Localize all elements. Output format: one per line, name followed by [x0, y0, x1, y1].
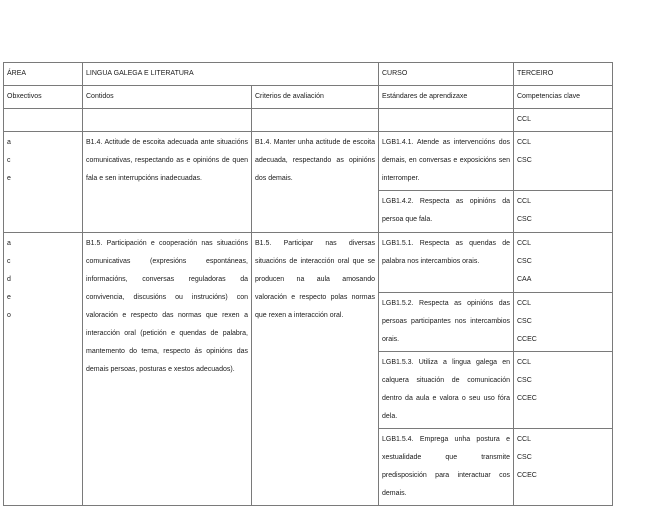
competencia-item: CSC: [517, 377, 532, 384]
competencia-item: CCL: [517, 240, 532, 247]
col-obxectivos: Obxectivos: [4, 86, 83, 109]
col-contidos: Contidos: [83, 86, 252, 109]
competencia-item: CCL: [517, 436, 532, 443]
block1-criterio: B1.4. Manter unha actitude de escoita adecuada, respectando as opinións dos demais.: [252, 132, 379, 233]
block1-row-1: [4, 132, 613, 191]
competencia-item: CSC: [517, 454, 532, 461]
competencia-item: CCL: [517, 300, 532, 307]
curso-label: CURSO: [379, 63, 514, 86]
curriculum-table: [3, 62, 613, 506]
block1-obxectivos: [4, 132, 83, 233]
block2-contido: B1.5. Participación e cooperación nas situacións comunicativas (expresións espontáneas, informacións, conversas reguladoras da convivencia, discusións ou instrucións) con valoración e respecto das normas que rexen a interacción oral (petición e quendas de palabra, mantemento do tema, respecto ás opinións das demais persoas, posturas e xestos adecuados).: [83, 233, 252, 506]
col-estandares: Estándares de aprendizaxe: [379, 86, 514, 109]
competencias-cell: [514, 293, 613, 352]
obxectivo-item: c: [7, 258, 11, 265]
competencias-cell: [514, 191, 613, 233]
obxectivo-item: a: [7, 240, 11, 247]
block2-obxectivos: [4, 233, 83, 506]
competencias-cell: [514, 352, 613, 429]
block1-contido: B1.4. Actitude de escoita adecuada ante situacións comunicativas, respectando as e opinións de quen fala e sen interrupcións inadecuadas.: [83, 132, 252, 233]
estandar-cell: LGB1.5.3. Utiliza a lingua galega en calquera situación de comunicación dentro da aula e valora o seu uso fóra dela.: [379, 352, 514, 429]
header-row: [4, 63, 613, 86]
competencia-item: CSC: [517, 258, 532, 265]
block2-row-1: [4, 233, 613, 293]
obxectivo-item: e: [7, 175, 11, 182]
estandar-cell: LGB1.5.1. Respecta as quendas de palabra nos intercambios orais.: [379, 233, 514, 293]
estandar-cell: LGB1.5.4. Emprega unha postura e xestualidade que transmite predisposición para interactuar cos demais.: [379, 429, 514, 506]
area-value: LINGUA GALEGA E LITERATURA: [83, 63, 379, 86]
estandar-cell: LGB1.4.2. Respecta as opinións da persoa que fala.: [379, 191, 514, 233]
competencia-item: CAA: [517, 276, 532, 283]
block2-criterio: B1.5. Participar nas diversas situacións de interacción oral que se producen na aula amosando valoración e respecto polas normas que rexen a interacción oral.: [252, 233, 379, 506]
obxectivo-item: d: [7, 276, 11, 283]
obxectivo-item: c: [7, 157, 11, 164]
column-header-row: [4, 86, 613, 109]
obxectivo-item: a: [7, 139, 11, 146]
col-competencias: Competencias clave: [514, 86, 613, 109]
competencia-item: CCL: [517, 198, 532, 205]
competencias-cell: [514, 233, 613, 293]
competencia-item: CCL: [517, 359, 532, 366]
competencia-item: CSC: [517, 318, 532, 325]
competencia-cell: CCL: [514, 109, 613, 132]
estandar-cell: LGB1.4.1. Atende as intervencións dos demais, en conversas e exposicións sen interromper.: [379, 132, 514, 191]
competencia-item: CCEC: [517, 472, 537, 479]
competencia-item: CSC: [517, 157, 532, 164]
competencia-item: CSC: [517, 216, 532, 223]
competencia-item: CCEC: [517, 395, 537, 402]
obxectivo-item: o: [7, 312, 11, 319]
competencia-item: CCL: [517, 139, 532, 146]
col-criterios: Criterios de avaliación: [252, 86, 379, 109]
estandar-cell: LGB1.5.2. Respecta as opinións das persoas participantes nos intercambios orais.: [379, 293, 514, 352]
competencia-item: CCEC: [517, 336, 537, 343]
competencias-cell: [514, 132, 613, 191]
curso-value: TERCEIRO: [514, 63, 613, 86]
pre-row: [4, 109, 613, 132]
competencias-cell: [514, 429, 613, 506]
area-label: ÁREA: [4, 63, 83, 86]
obxectivo-item: e: [7, 294, 11, 301]
